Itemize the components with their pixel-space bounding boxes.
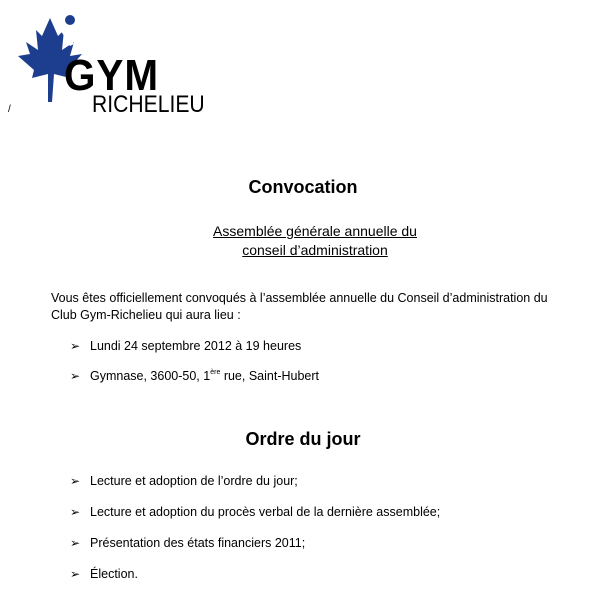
list-item <box>70 474 440 505</box>
address-suffix: rue, Saint-Hubert <box>220 369 320 383</box>
subtitle-line-1: Assemblée générale annuelle du <box>213 223 417 239</box>
meeting-details-list <box>70 339 319 399</box>
address-prefix: Gymnase, 3600-50, 1 <box>90 369 211 383</box>
list-item <box>70 369 319 399</box>
list-item <box>70 339 319 369</box>
bullet-arrow-icon: ➢ <box>70 339 81 353</box>
gym-richelieu-logo <box>12 10 222 118</box>
subtitle-line-2: conseil d’administration <box>242 242 388 258</box>
list-item <box>70 505 440 536</box>
list-item <box>70 567 440 598</box>
address-superscript: ère <box>210 369 221 376</box>
bullet-arrow-icon: ➢ <box>70 474 81 488</box>
subtitle <box>0 222 606 260</box>
bullet-arrow-icon: ➢ <box>70 505 81 519</box>
meeting-date: Lundi 24 septembre 2012 à 19 heures <box>90 339 302 353</box>
slash-mark: / <box>8 104 11 115</box>
page-title: Convocation <box>248 177 358 197</box>
list-item <box>70 536 440 567</box>
bullet-arrow-icon: ➢ <box>70 369 81 383</box>
agenda-item-text: Élection. <box>90 567 138 581</box>
bullet-arrow-icon: ➢ <box>70 536 81 550</box>
agenda-list <box>70 474 440 598</box>
intro-paragraph: Vous êtes officiellement convoqués à l’assemblée annuelle du Conseil d’administration du Club Gym-Richelieu qui aura lieu : <box>51 291 548 322</box>
agenda-title: Ordre du jour <box>245 429 361 449</box>
logo-richelieu-text: RICHELIEU <box>92 91 205 118</box>
bullet-arrow-icon: ➢ <box>70 567 81 581</box>
agenda-item-text: Lecture et adoption du procès verbal de la dernière assemblée; <box>90 505 441 519</box>
agenda-item-text: Lecture et adoption de l’ordre du jour; <box>90 474 298 488</box>
agenda-item-text: Présentation des états financiers 2011; <box>90 536 306 550</box>
logo-gym-text: GYM <box>64 51 159 100</box>
meeting-address <box>90 369 319 383</box>
